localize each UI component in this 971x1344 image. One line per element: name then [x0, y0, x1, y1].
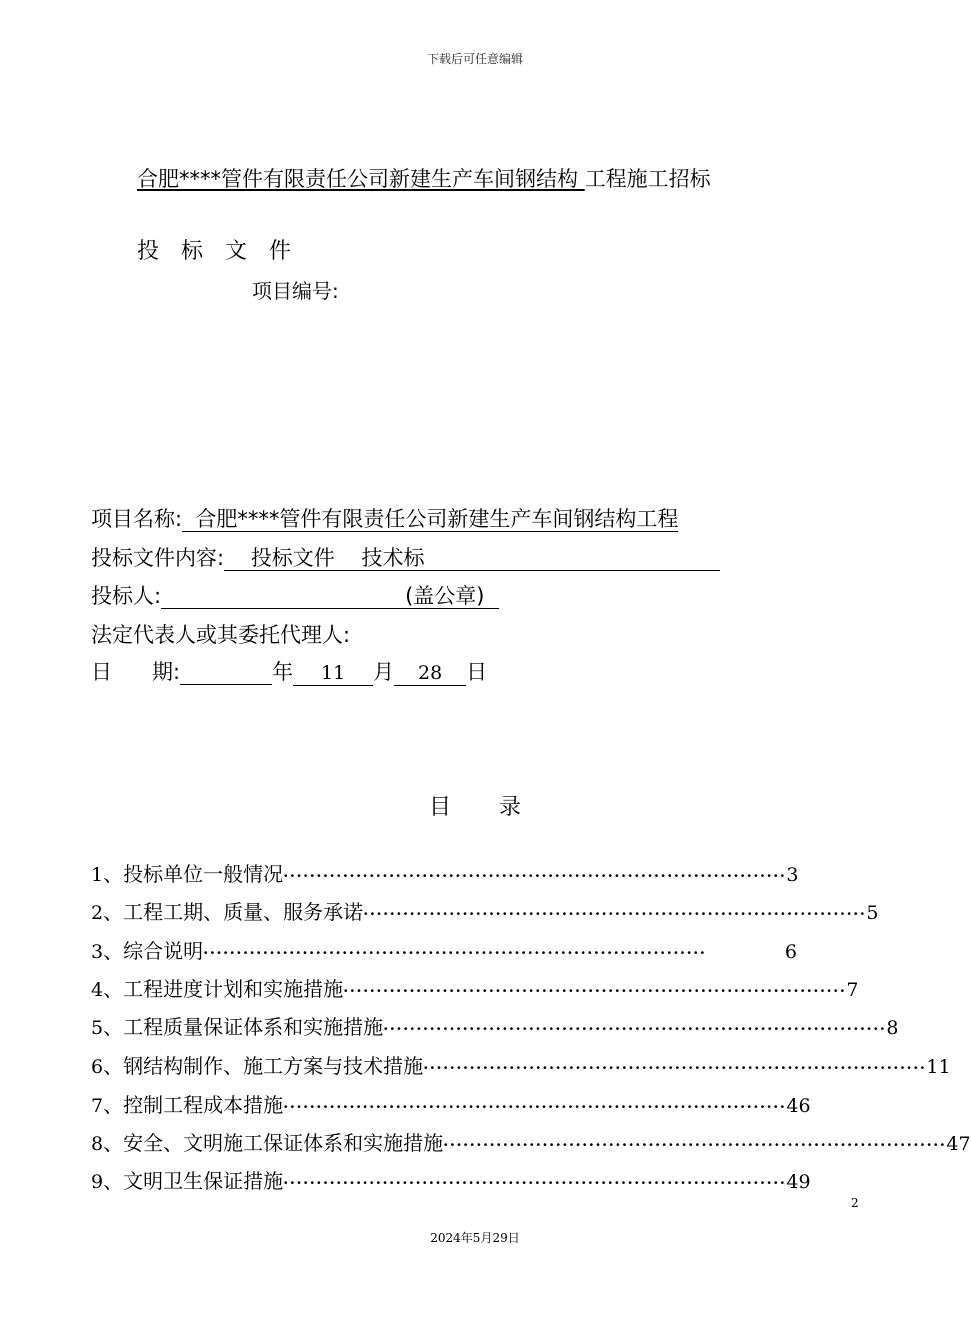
toc-item-number: 2 — [91, 902, 104, 924]
toc-leader-dots: ············································································ — [283, 867, 787, 885]
toc-item[interactable] — [91, 1089, 811, 1119]
toc-item-number: 7 — [91, 1095, 104, 1117]
toc-item-number: 4 — [91, 979, 104, 1001]
toc-leader-dots: ············································································ — [423, 1059, 927, 1077]
toc-item-number: 8 — [91, 1133, 104, 1155]
toc-item-page: 11 — [926, 1056, 951, 1078]
toc-item-number: 9 — [91, 1171, 104, 1193]
toc-item-number: 1 — [91, 864, 104, 886]
toc-leader-dots: ············································································ — [343, 982, 847, 1000]
date-day: 28 — [394, 663, 466, 686]
toc-item-label: 、钢结构制作、施工方案与技术措施 — [103, 1054, 424, 1078]
footer-date: 2024年5月29日 — [430, 1231, 520, 1245]
project-name-label: 项目名称: — [91, 507, 183, 531]
toc-item[interactable] — [91, 1165, 811, 1195]
toc-item-number: 6 — [91, 1056, 104, 1078]
toc-item-number: 3 — [91, 941, 104, 963]
toc-heading — [0, 790, 950, 821]
toc-item-label: 、文明卫生保证措施 — [103, 1169, 284, 1193]
toc-item-page: 5 — [866, 902, 879, 924]
page-number: 2 — [851, 1196, 859, 1210]
content-row — [91, 542, 720, 572]
toc-item-page: 7 — [846, 979, 859, 1001]
date-month: 11 — [293, 663, 373, 686]
toc-item-label: 、综合说明 — [103, 939, 204, 963]
project-name-row — [91, 503, 678, 533]
toc-item-label: 、安全、文明施工保证体系和实施措施 — [103, 1131, 444, 1155]
representative-row: 法定代表人或其委托代理人: — [91, 623, 351, 647]
header-note: 下载后可任意编辑 — [426, 52, 523, 66]
toc-item-page: 6 — [784, 941, 797, 963]
toc-item-page: 8 — [886, 1017, 899, 1039]
date-month-unit: 月 — [373, 660, 395, 684]
title-rest: 工程施工招标 — [584, 167, 711, 191]
toc-item-label: 、控制工程成本措施 — [103, 1093, 284, 1117]
date-label: 日 期: — [91, 660, 181, 684]
toc-item[interactable] — [91, 896, 879, 926]
toc-item-page: 49 — [786, 1171, 811, 1193]
toc-item-page: 46 — [786, 1095, 811, 1117]
toc-item-page: 3 — [786, 864, 799, 886]
toc-heading-char-1: 目 — [428, 795, 451, 820]
toc-item-label: 、工程质量保证体系和实施措施 — [103, 1015, 384, 1039]
toc-item-label: 、工程工期、质量、服务承诺 — [103, 900, 364, 924]
title-underlined-part: 合肥****管件有限责任公司新建生产车间钢结构 — [137, 167, 585, 191]
toc-leader-dots: ············································································ — [443, 1136, 947, 1154]
toc-item-label: 、工程进度计划和实施措施 — [103, 977, 344, 1001]
toc-item[interactable] — [91, 1011, 899, 1041]
toc-item-label: 、投标单位一般情况 — [103, 862, 284, 886]
date-year-blank — [180, 660, 272, 685]
toc-leader-dots: ············································································ — [283, 1174, 787, 1192]
date-row — [91, 656, 487, 686]
date-year-unit: 年 — [272, 660, 294, 684]
bidder-row — [91, 580, 499, 610]
toc-item[interactable] — [91, 1050, 951, 1080]
bidder-blank — [161, 584, 405, 609]
toc-item[interactable] — [91, 858, 797, 888]
bidder-label: 投标人: — [91, 584, 162, 608]
toc-item[interactable] — [91, 935, 797, 965]
content-label: 投标文件内容: — [91, 546, 225, 570]
project-name-value: 合肥****管件有限责任公司新建生产车间钢结构工程 — [182, 507, 679, 531]
date-day-unit: 日 — [466, 660, 488, 684]
toc-leader-dots: ············································································ — [383, 1020, 887, 1038]
content-value: 投标文件 技术标 — [224, 546, 720, 571]
project-number-label: 项目编号: — [252, 279, 339, 303]
toc-item-page: 47 — [946, 1133, 971, 1155]
toc-leader-dots: ············································································ — [363, 905, 867, 923]
toc-item[interactable] — [91, 973, 859, 1003]
bidder-seal: (盖公章) — [405, 584, 499, 609]
toc-leader-dots: ············································································ — [203, 944, 707, 962]
toc-leader-dots: ············································································ — [283, 1098, 787, 1116]
toc-item-number: 5 — [91, 1017, 104, 1039]
toc-heading-char-2: 录 — [499, 795, 522, 820]
document-title — [137, 163, 711, 193]
toc-item[interactable] — [91, 1127, 971, 1157]
doc-type-heading: 投标文件 — [137, 239, 314, 264]
